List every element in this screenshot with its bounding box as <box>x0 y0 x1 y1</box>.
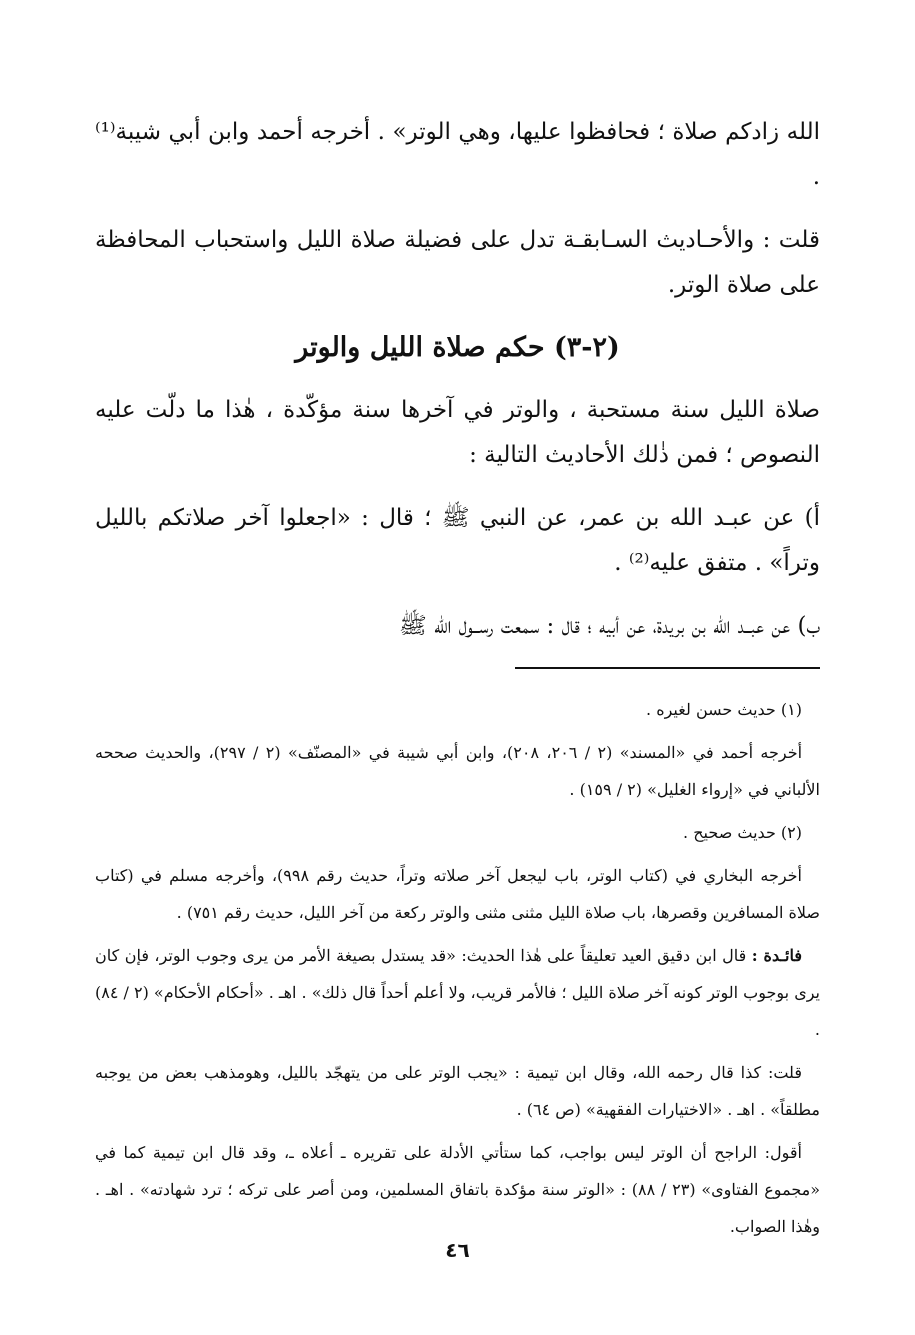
paragraph-3: صلاة الليل سنة مستحبة ، والوتر في آخرها سنة مؤكّدة ، هٰذا ما دلّت عليه النصوص ؛ فمن ذٰلك الأحاديث التالية : <box>95 397 820 468</box>
benefit-text: قال ابن دقيق العيد تعليقاً على هٰذا الحديث: «قد يستدل بصيغة الأمر من يرى وجوب الوتر، فإن كان يرى بوجوب الوتر كونه آخر صلاة الليل ؛ فالأمر قريب، ولا أعلم أحداً قال ذلك» . اهـ . «أحكام الأحكام» (٢ / ٨٤) . <box>95 946 820 1039</box>
comment-note: قلت: كذا قال رحمه الله، وقال ابن تيمية : «يجب الوتر على من يتهجّد بالليل، وهومذهب بعض من يوجبه مطلقاً» . اهـ . «الاختيارات الفقهية» (ص ٦٤) . <box>95 1063 820 1119</box>
section-heading: (٢-٣) حكم صلاة الليل والوتر <box>295 332 620 363</box>
footnote-1-title: (١) حديث حسن لغيره . <box>646 700 802 719</box>
page-number: ٤٦ <box>445 1238 470 1262</box>
paragraph-5: ب) عن عبــد الله بن بريدة، عن أبيه ؛ قال : سمعت رســول الله ﷺ <box>399 613 820 639</box>
footnote-1-text: أخرجه أحمد في «المسند» (٢ / ٢٠٦، ٢٠٨)، وابن أبي شيبة في «المصنّف» (٢ / ٢٩٧)، والحديث صححه الألباني في «إرواء الغليل» (٢ / ١٥٩) . <box>95 743 820 799</box>
conclusion-note: أقول: الراجح أن الوتر ليس بواجب، كما ستأتي الأدلة على تقريره ـ أعلاه ـ، وقد قال ابن تيمية كما في «مجموع الفتاوى» (٢٣ / ٨٨) : «الوتر سنة مؤكدة باتفاق المسلمين، ومن أصر على تركه ؛ ترد شهادته» . اهـ . وهٰذا الصواب. <box>95 1143 821 1236</box>
footnote-divider <box>515 667 820 669</box>
page-content <box>95 110 820 1251</box>
paragraph-2: قلت : والأحـاديث السـابقـة تدل على فضيلة صلاة الليل واستحباب المحافظة على صلاة الوتر. <box>95 227 820 298</box>
footnotes <box>95 691 820 1245</box>
benefit-label: فائـدة : <box>751 946 803 965</box>
footnote-2-text: أخرجه البخاري في (كتاب الوتر، باب ليجعل آخر صلاته وتراً، حديث رقم ٩٩٨)، وأخرجه مسلم في (كتاب صلاة المسافرين وقصرها، باب صلاة الليل مثنى مثنى والوتر ركعة من آخر الليل، حديث رقم ٧٥١) . <box>95 866 820 922</box>
paragraph-4: أ) عن عبـد الله بن عمر، عن النبي ﷺ ؛ قال : «اجعلوا آخر صلاتكم بالليل وتراً» . متفق عليه⁽²⁾ . <box>95 505 820 576</box>
paragraph-1: الله زادكم صلاة ؛ فحافظوا عليها، وهي الوتر» . أخرجه أحمد وابن أبي شيبة⁽¹⁾ . <box>95 119 820 190</box>
main-text <box>95 110 820 649</box>
footnote-2-title: (٢) حديث صحيح . <box>683 823 802 842</box>
benefit-note <box>95 937 820 1048</box>
